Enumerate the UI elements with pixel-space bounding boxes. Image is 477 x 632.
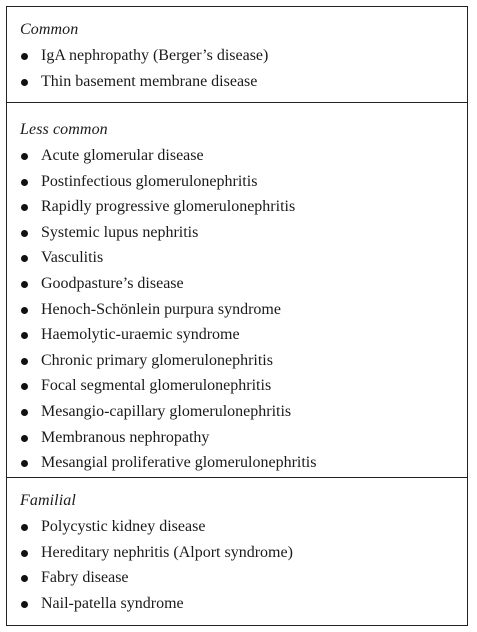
item-label: IgA nephropathy (Berger’s disease): [41, 47, 269, 64]
item-label: Postinfectious glomerulonephritis: [41, 172, 258, 190]
bullet-icon: [21, 409, 28, 416]
bullet-icon: [21, 53, 28, 60]
list-item: [21, 248, 316, 274]
item-label: Focal segmental glomerulonephritis: [41, 377, 272, 395]
bullet-icon: [21, 332, 28, 339]
list-item: [21, 46, 268, 72]
item-label: Haemolytic-uraemic syndrome: [41, 326, 240, 344]
section-heading: Common: [20, 21, 79, 38]
item-label: Rapidly progressive glomerulonephritis: [41, 198, 296, 216]
item-label: Mesangial proliferative glomerulonephritis: [41, 454, 317, 472]
bullet-icon: [21, 575, 28, 582]
list-item: [21, 568, 293, 594]
section-heading: Familial: [20, 492, 76, 509]
item-list: [21, 517, 293, 619]
item-label: Nail-patella syndrome: [41, 594, 184, 612]
list-item: [21, 376, 316, 402]
bullet-icon: [21, 179, 28, 186]
bullet-icon: [21, 230, 28, 237]
bullet-icon: [21, 358, 28, 365]
list-item: [21, 72, 268, 98]
disease-table: [6, 6, 468, 626]
item-label: Hereditary nephritis (Alport syndrome): [41, 543, 293, 561]
item-label: Fabry disease: [41, 569, 129, 587]
bullet-icon: [21, 524, 28, 531]
item-label: Henoch-Schönlein purpura syndrome: [41, 300, 281, 318]
bullet-icon: [21, 383, 28, 390]
list-item: [21, 517, 293, 543]
list-item: [21, 223, 316, 249]
list-item: [21, 146, 316, 172]
list-item: [21, 594, 293, 620]
item-label: Systemic lupus nephritis: [41, 223, 199, 241]
bullet-icon: [21, 601, 28, 608]
list-item: [21, 300, 316, 326]
section-common: [7, 7, 467, 103]
bullet-icon: [21, 153, 28, 160]
bullet-icon: [21, 204, 28, 211]
list-item: [21, 351, 316, 377]
item-list: [21, 146, 316, 479]
list-item: [21, 543, 293, 569]
bullet-icon: [21, 435, 28, 442]
item-label: Thin basement membrane disease: [41, 72, 258, 90]
bullet-icon: [21, 79, 28, 86]
item-label: Polycystic kidney disease: [41, 518, 206, 535]
item-label: Goodpasture’s disease: [41, 274, 184, 292]
bullet-icon: [21, 281, 28, 288]
item-label: Membranous nephropathy: [41, 428, 210, 446]
list-item: [21, 325, 316, 351]
section-heading: Less common: [20, 121, 108, 138]
bullet-icon: [21, 550, 28, 557]
item-list: [21, 46, 268, 97]
list-item: [21, 453, 316, 479]
bullet-icon: [21, 307, 28, 314]
list-item: [21, 274, 316, 300]
section-less-common: [7, 102, 467, 478]
list-item: [21, 197, 316, 223]
bullet-icon: [21, 255, 28, 262]
section-familial: [7, 477, 467, 625]
item-label: Acute glomerular disease: [41, 147, 204, 164]
item-label: Chronic primary glomerulonephritis: [41, 351, 273, 369]
item-label: Mesangio-capillary glomerulonephritis: [41, 402, 292, 420]
bullet-icon: [21, 460, 28, 467]
list-item: [21, 428, 316, 454]
list-item: [21, 172, 316, 198]
item-label: Vasculitis: [41, 249, 104, 267]
list-item: [21, 402, 316, 428]
